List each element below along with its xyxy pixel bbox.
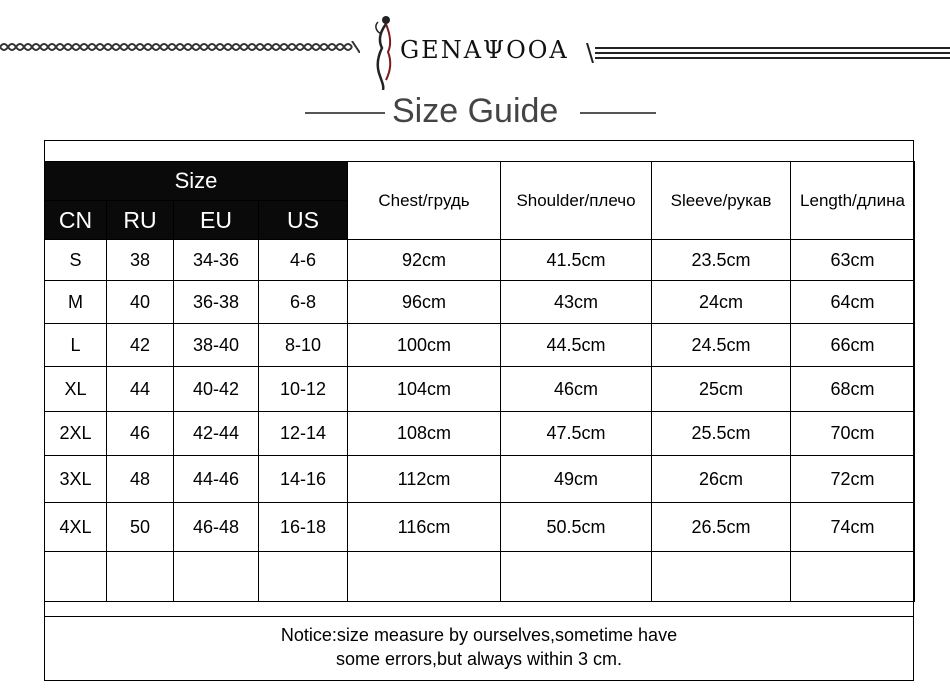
table-row — [45, 281, 915, 324]
table-cell: 8-10 — [259, 324, 348, 367]
table-cell: 2XL — [45, 412, 107, 456]
table-row — [45, 367, 915, 412]
table-cell: 4-6 — [259, 240, 348, 281]
table-cell: 3XL — [45, 456, 107, 503]
table-cell: 36-38 — [174, 281, 259, 324]
table-cell: 10-12 — [259, 367, 348, 412]
table-cell: 16-18 — [259, 503, 348, 552]
table-cell: 25cm — [652, 367, 791, 412]
table-cell: 104cm — [348, 367, 501, 412]
table-cell: 66cm — [791, 324, 915, 367]
table-cell: 6-8 — [259, 281, 348, 324]
table-cell: 50.5cm — [501, 503, 652, 552]
table-cell-empty — [174, 552, 259, 602]
table-cell: M — [45, 281, 107, 324]
table-cell: 23.5cm — [652, 240, 791, 281]
table-cell: 46 — [107, 412, 174, 456]
table-cell: 26cm — [652, 456, 791, 503]
col-header-shoulder: Shoulder/плечо — [501, 162, 652, 240]
table-cell: 50 — [107, 503, 174, 552]
lines-ornament — [585, 43, 950, 63]
table-cell: 46-48 — [174, 503, 259, 552]
size-table-body — [45, 240, 915, 602]
woman-silhouette-icon — [368, 14, 402, 90]
table-row — [45, 240, 915, 281]
table-cell: 64cm — [791, 281, 915, 324]
size-table — [44, 161, 915, 602]
table-cell-empty — [45, 552, 107, 602]
table-row — [45, 503, 915, 552]
table-cell: 44-46 — [174, 456, 259, 503]
table-cell: 12-14 — [259, 412, 348, 456]
table-cell: 92cm — [348, 240, 501, 281]
size-group-header: Size — [45, 162, 348, 201]
table-cell: 26.5cm — [652, 503, 791, 552]
table-cell: 41.5cm — [501, 240, 652, 281]
table-cell: 96cm — [348, 281, 501, 324]
table-row-empty — [45, 552, 915, 602]
table-cell: 74cm — [791, 503, 915, 552]
title-right-rule — [580, 112, 656, 114]
table-cell: 46cm — [501, 367, 652, 412]
table-cell: 34-36 — [174, 240, 259, 281]
brand-header — [0, 0, 950, 80]
table-cell: 70cm — [791, 412, 915, 456]
table-cell: 24cm — [652, 281, 791, 324]
table-cell-empty — [791, 552, 915, 602]
table-cell: 42-44 — [174, 412, 259, 456]
col-header-eu: EU — [174, 201, 259, 240]
table-cell-empty — [348, 552, 501, 602]
table-cell-empty — [259, 552, 348, 602]
rope-ornament — [0, 41, 360, 53]
notice-line-2: some errors,but always within 3 cm. — [335, 649, 623, 669]
table-cell: 68cm — [791, 367, 915, 412]
table-cell: 24.5cm — [652, 324, 791, 367]
table-cell: 25.5cm — [652, 412, 791, 456]
col-header-us: US — [259, 201, 348, 240]
table-cell-empty — [501, 552, 652, 602]
table-cell: 4XL — [45, 503, 107, 552]
table-cell-empty — [107, 552, 174, 602]
table-cell-empty — [652, 552, 791, 602]
table-cell: 63cm — [791, 240, 915, 281]
col-header-ru: RU — [107, 201, 174, 240]
page-title: Size Guide — [392, 92, 559, 130]
table-cell: 42 — [107, 324, 174, 367]
table-cell: 40 — [107, 281, 174, 324]
table-cell: XL — [45, 367, 107, 412]
table-cell: 14-16 — [259, 456, 348, 503]
col-header-cn: CN — [45, 201, 107, 240]
col-header-length: Length/длина — [791, 162, 915, 240]
table-cell: 100cm — [348, 324, 501, 367]
table-cell: 43cm — [501, 281, 652, 324]
table-cell: 48 — [107, 456, 174, 503]
table-row — [45, 412, 915, 456]
table-cell: 49cm — [501, 456, 652, 503]
table-cell: 116cm — [348, 503, 501, 552]
col-header-chest: Chest/грудь — [348, 162, 501, 240]
table-row — [45, 324, 915, 367]
table-cell: 108cm — [348, 412, 501, 456]
table-cell: 47.5cm — [501, 412, 652, 456]
table-cell: S — [45, 240, 107, 281]
table-cell: 38-40 — [174, 324, 259, 367]
notice-line-1: Notice:size measure by ourselves,sometime have — [280, 625, 678, 645]
table-cell: L — [45, 324, 107, 367]
table-cell: 38 — [107, 240, 174, 281]
table-cell: 112cm — [348, 456, 501, 503]
table-cell: 72cm — [791, 456, 915, 503]
table-cell: 44 — [107, 367, 174, 412]
brand-name: GENAΨOOA — [400, 36, 569, 64]
table-row — [45, 456, 915, 503]
table-cell: 40-42 — [174, 367, 259, 412]
col-header-sleeve: Sleeve/рукав — [652, 162, 791, 240]
notice-box — [44, 616, 914, 681]
title-left-rule — [305, 112, 385, 114]
table-cell: 44.5cm — [501, 324, 652, 367]
